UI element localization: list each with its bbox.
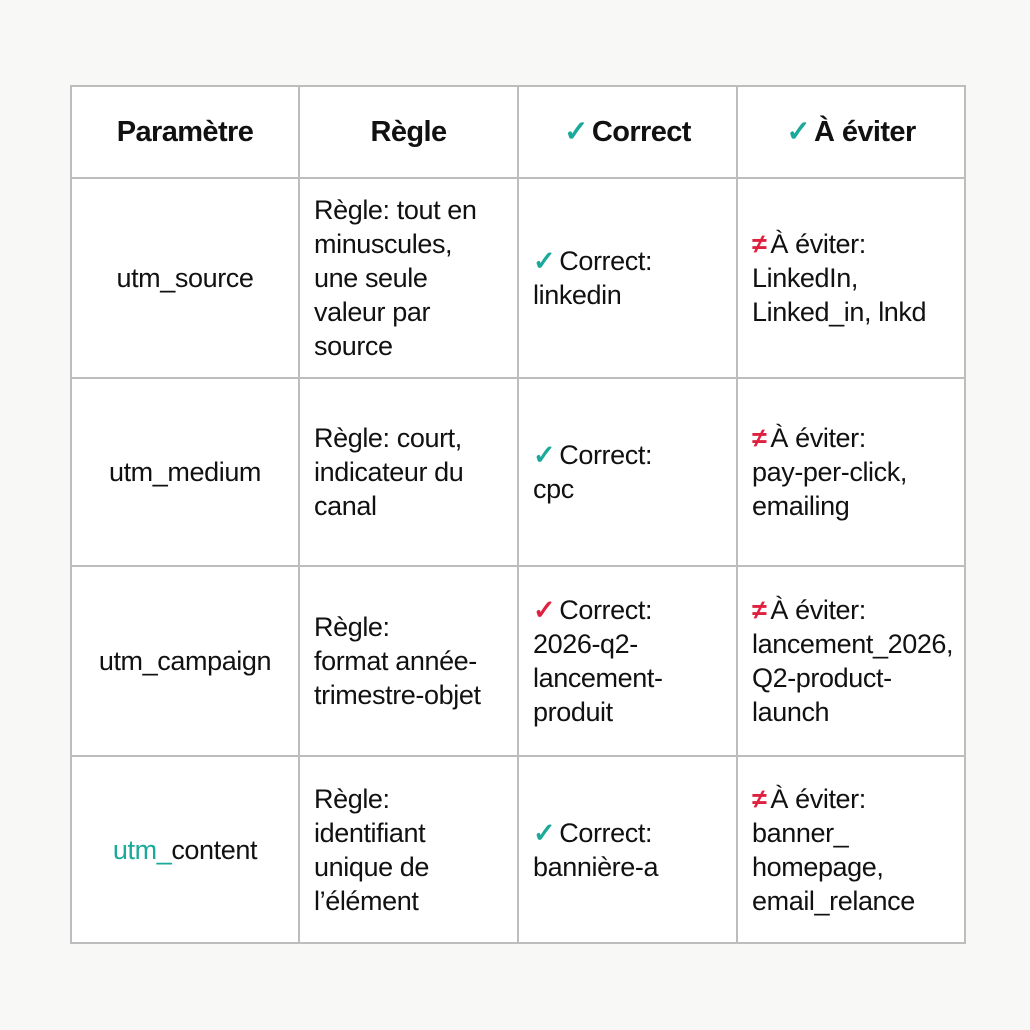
rule-cell <box>300 757 519 944</box>
header-avoid-label: À éviter <box>814 116 916 148</box>
param-prefix: utm_ <box>112 834 172 865</box>
header-param-label: Paramètre <box>116 116 254 148</box>
header-param <box>72 87 300 179</box>
param-cell <box>72 179 300 379</box>
avoid-text: À éviter: LinkedIn, Linked_in, lnkd <box>752 229 927 327</box>
header-avoid <box>738 87 966 179</box>
check-icon: ✓ <box>533 246 556 276</box>
rule-text: Règle: tout en minuscules, une seule valeur par source <box>314 195 477 361</box>
param-cell <box>72 379 300 567</box>
rule-cell <box>300 379 519 567</box>
correct-text: Correct: bannière-a <box>533 817 659 882</box>
header-correct-label: Correct <box>591 116 691 148</box>
correct-cell <box>519 757 738 944</box>
rule-text: Règle: identifiant unique de l’élément <box>314 783 430 916</box>
avoid-text: À éviter: lancement_2026, Q2-product- launch <box>752 595 954 727</box>
param-name <box>113 833 257 867</box>
utm-rules-table <box>70 85 966 944</box>
check-icon: ✓ <box>786 116 811 148</box>
param-cell <box>72 567 300 757</box>
rule-cell <box>300 567 519 757</box>
correct-text: Correct: 2026-q2- lancement- produit <box>533 595 663 727</box>
param-suffix: content <box>171 834 258 865</box>
check-icon: ✓ <box>564 116 588 148</box>
correct-cell <box>519 179 738 379</box>
not-equal-icon: ≠ <box>752 229 767 259</box>
correct-text: Correct: linkedin <box>533 246 653 310</box>
check-icon: ✓ <box>533 595 556 625</box>
param-name: utm_campaign <box>98 646 272 676</box>
avoid-text: À éviter: banner_ homepage, email_relance <box>752 783 915 916</box>
not-equal-icon: ≠ <box>752 783 767 814</box>
avoid-cell <box>738 757 966 944</box>
header-rule <box>300 87 519 179</box>
not-equal-icon: ≠ <box>752 423 767 453</box>
param-name: utm_medium <box>108 457 262 487</box>
avoid-cell <box>738 379 966 567</box>
rule-cell <box>300 179 519 379</box>
avoid-text: À éviter: pay-per-click, emailing <box>752 423 907 521</box>
avoid-cell <box>738 179 966 379</box>
param-cell <box>72 757 300 944</box>
header-rule-label: Règle <box>370 116 447 148</box>
avoid-cell <box>738 567 966 757</box>
correct-text: Correct: cpc <box>533 440 653 504</box>
not-equal-icon: ≠ <box>752 595 767 625</box>
rule-text: Règle: format année- trimestre-objet <box>314 612 481 710</box>
correct-cell <box>519 567 738 757</box>
check-icon: ✓ <box>533 817 556 848</box>
check-icon: ✓ <box>533 440 556 470</box>
header-correct <box>519 87 738 179</box>
rule-text: Règle: court, indicateur du canal <box>314 423 464 521</box>
param-name: utm_source <box>116 263 254 293</box>
correct-cell <box>519 379 738 567</box>
